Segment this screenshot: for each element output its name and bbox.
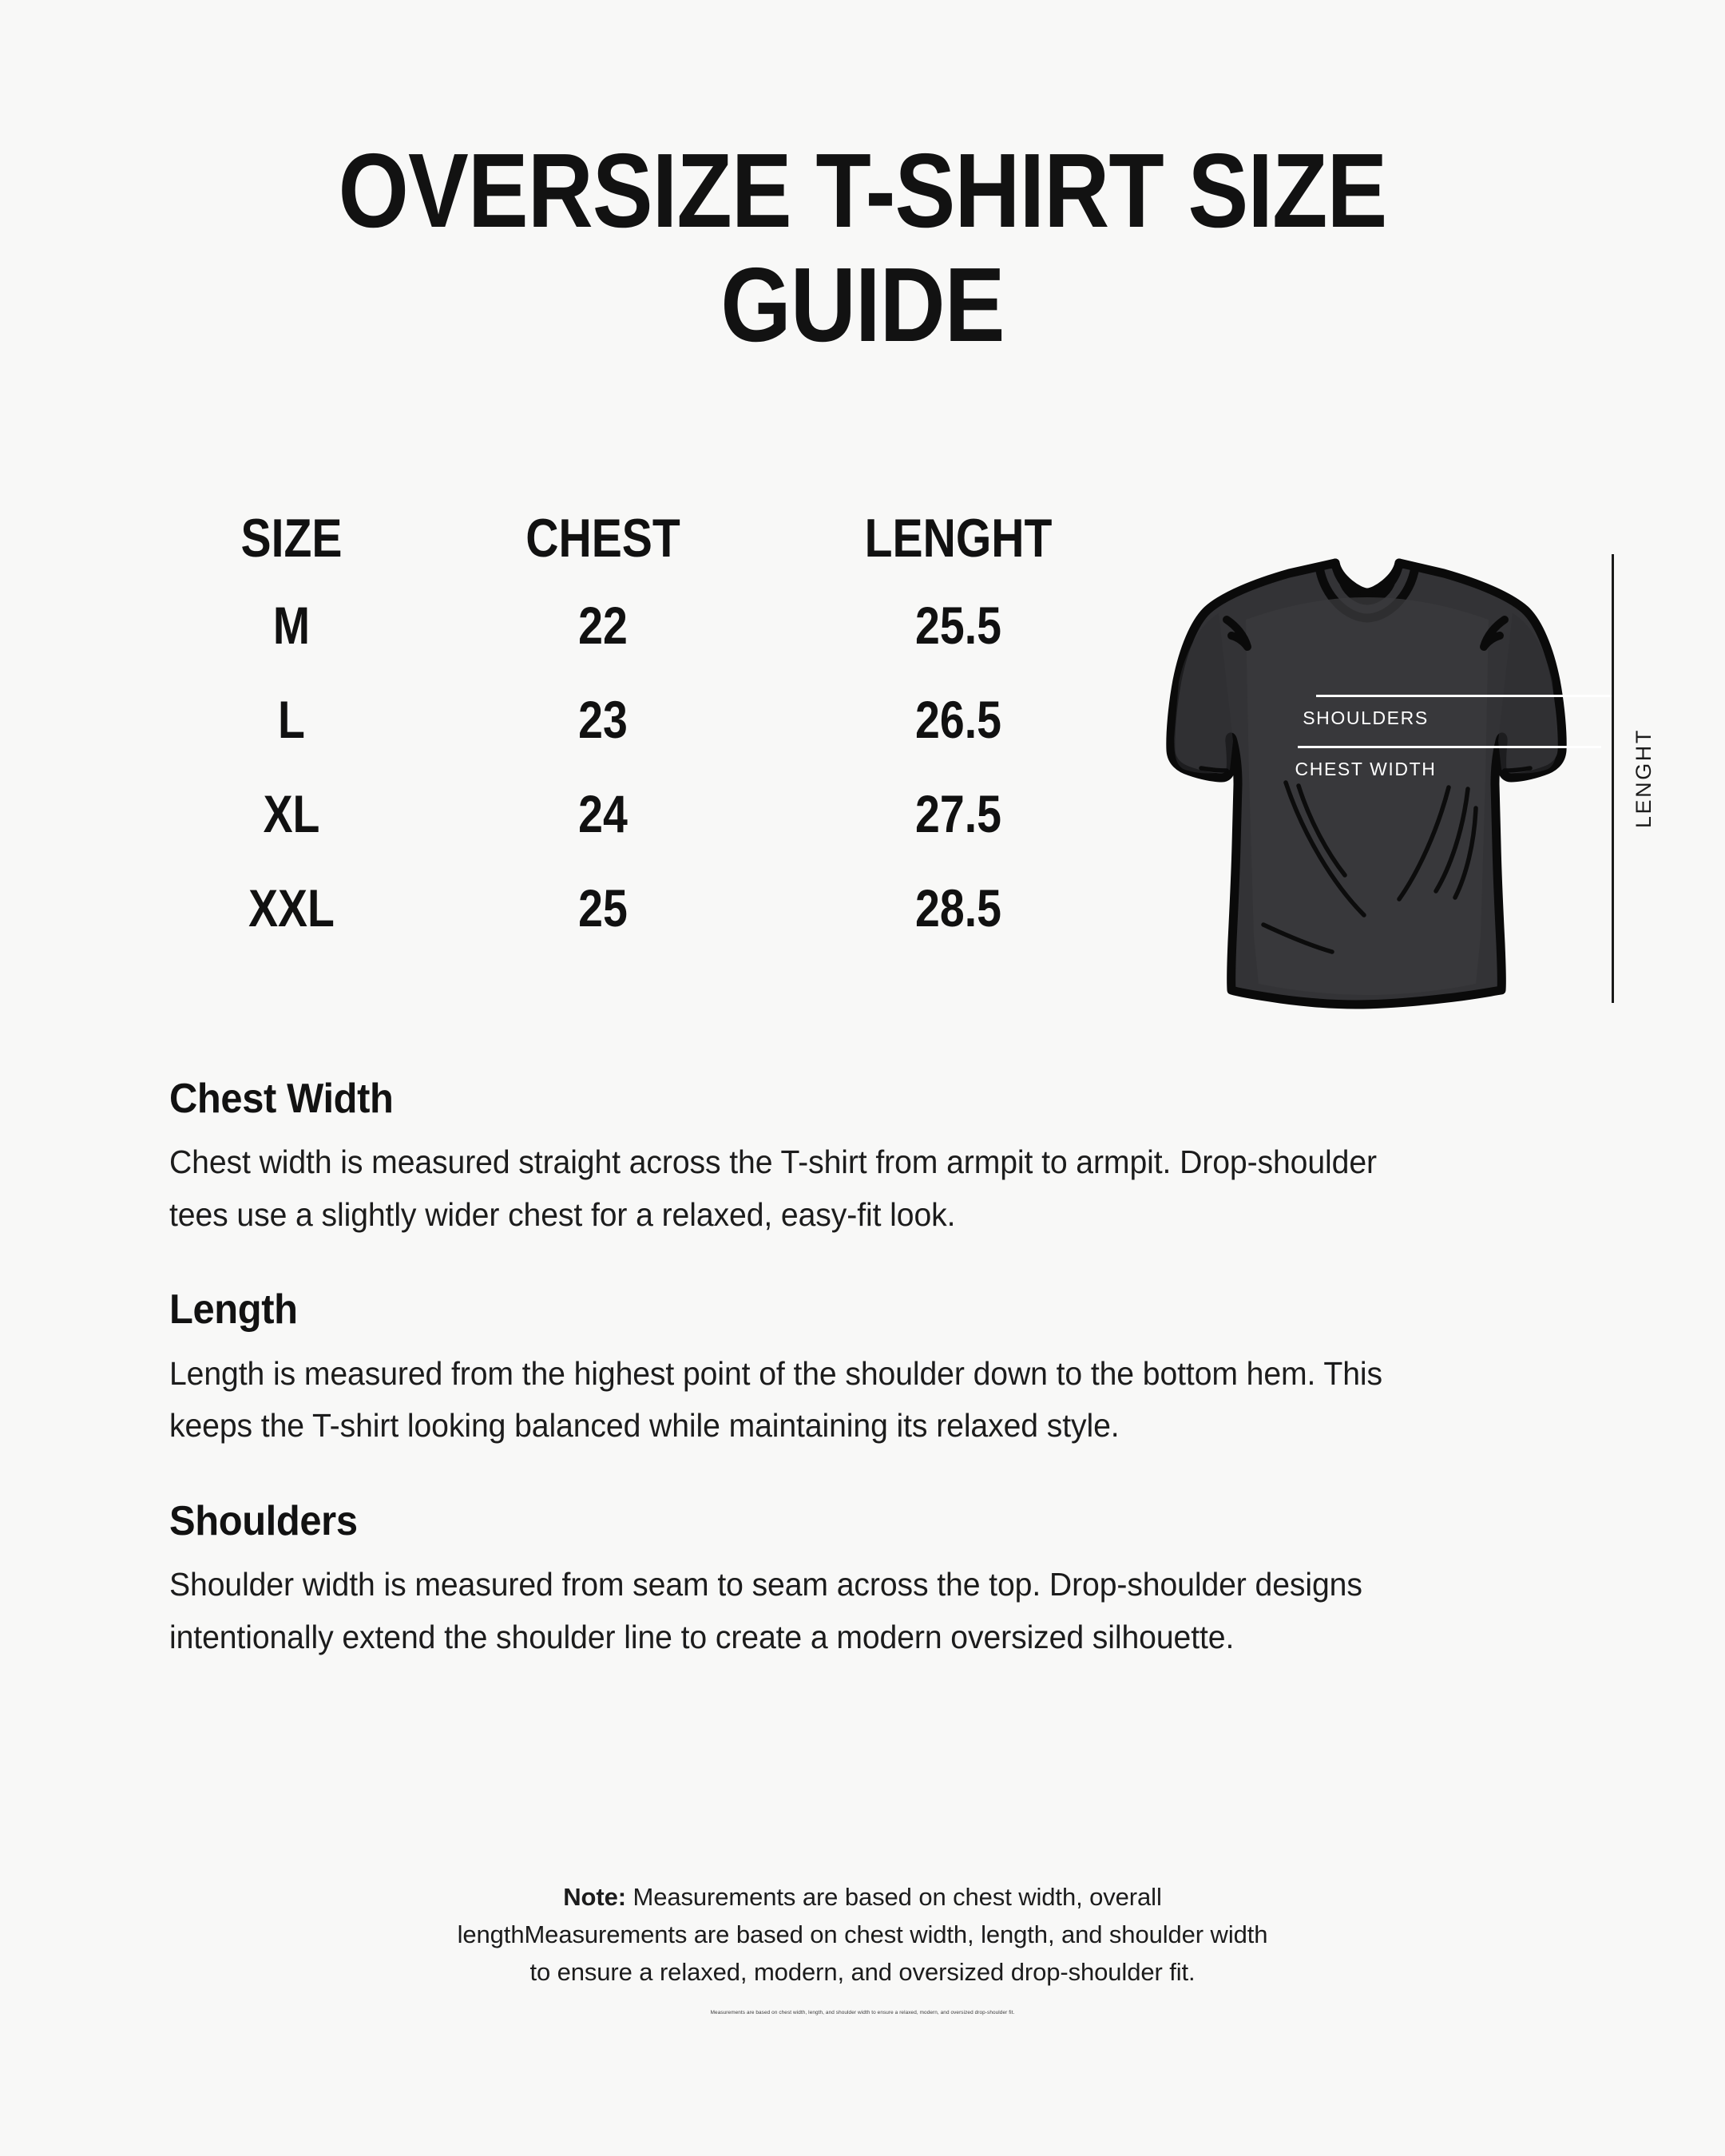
page-title-container xyxy=(0,134,1725,362)
section-shoulders xyxy=(169,1499,1447,1663)
chest-width-label: CHEST WIDTH xyxy=(1295,759,1437,779)
cell-size: L xyxy=(278,690,305,749)
section-chest-width xyxy=(169,1076,1447,1241)
page-title: OVERSIZE T-SHIRT SIZE GUIDE xyxy=(338,132,1387,363)
cell-chest: 24 xyxy=(578,784,628,843)
chest-width-measure-line xyxy=(1298,746,1601,748)
shoulders-label: SHOULDERS xyxy=(1303,707,1429,728)
table-header-row xyxy=(156,508,1138,569)
description-sections xyxy=(169,1076,1447,1663)
cell-size: XXL xyxy=(248,878,335,937)
length-label: LENGHT xyxy=(1631,728,1656,829)
table-row xyxy=(156,690,1138,749)
section-body: Length is measured from the highest point of the shoulder down to the bottom hem. This keeps the T-shirt looking balanced while maintaining its relaxed style. xyxy=(169,1354,1383,1445)
section-heading: Shoulders xyxy=(169,1497,358,1544)
column-header-length: LENGHT xyxy=(864,508,1053,569)
tshirt-diagram xyxy=(1150,537,1581,1032)
cell-size: M xyxy=(272,596,311,655)
cell-chest: 23 xyxy=(578,690,628,749)
size-table xyxy=(156,508,1138,937)
section-heading: Length xyxy=(169,1286,298,1334)
table-row xyxy=(156,784,1138,843)
footer-note xyxy=(447,1878,1278,1991)
cell-length: 25.5 xyxy=(915,596,1001,655)
section-body: Shoulder width is measured from seam to seam across the top. Drop-shoulder designs intentionally extend the shoulder line to create a modern oversized silhouette. xyxy=(169,1565,1362,1655)
table-row xyxy=(156,596,1138,655)
column-header-size: SIZE xyxy=(240,508,343,569)
footer-note-label: Note: xyxy=(563,1883,626,1911)
footer-note-text: Measurements are based on chest width, overall lengthMeasurements are based on chest width, length, and shoulder width to ensure a relaxed, modern, and oversized drop-shoulder fit. xyxy=(457,1883,1268,1987)
shoulders-measure-line xyxy=(1316,695,1612,697)
column-header-chest: CHEST xyxy=(525,508,680,569)
footer-micro-text: Measurements are based on chest width, length, and shoulder width to ensure a relaxed, modern, and oversized drop-shoulder fit. xyxy=(710,2010,1015,2015)
cell-length: 26.5 xyxy=(915,690,1001,749)
cell-chest: 25 xyxy=(578,878,628,937)
length-measure-rule xyxy=(1612,554,1614,1003)
length-label-container xyxy=(1626,554,1661,1003)
section-heading: Chest Width xyxy=(169,1076,394,1122)
table-row xyxy=(156,878,1138,937)
cell-chest: 22 xyxy=(578,596,628,655)
section-length xyxy=(169,1287,1447,1452)
tshirt-illustration xyxy=(1150,537,1581,1032)
cell-length: 27.5 xyxy=(915,784,1001,843)
cell-length: 28.5 xyxy=(915,878,1001,937)
cell-size: XL xyxy=(263,784,320,843)
section-body: Chest width is measured straight across the T-shirt from armpit to armpit. Drop-shoulder tees use a slightly wider chest for a relaxed, easy-fit look. xyxy=(169,1143,1377,1233)
